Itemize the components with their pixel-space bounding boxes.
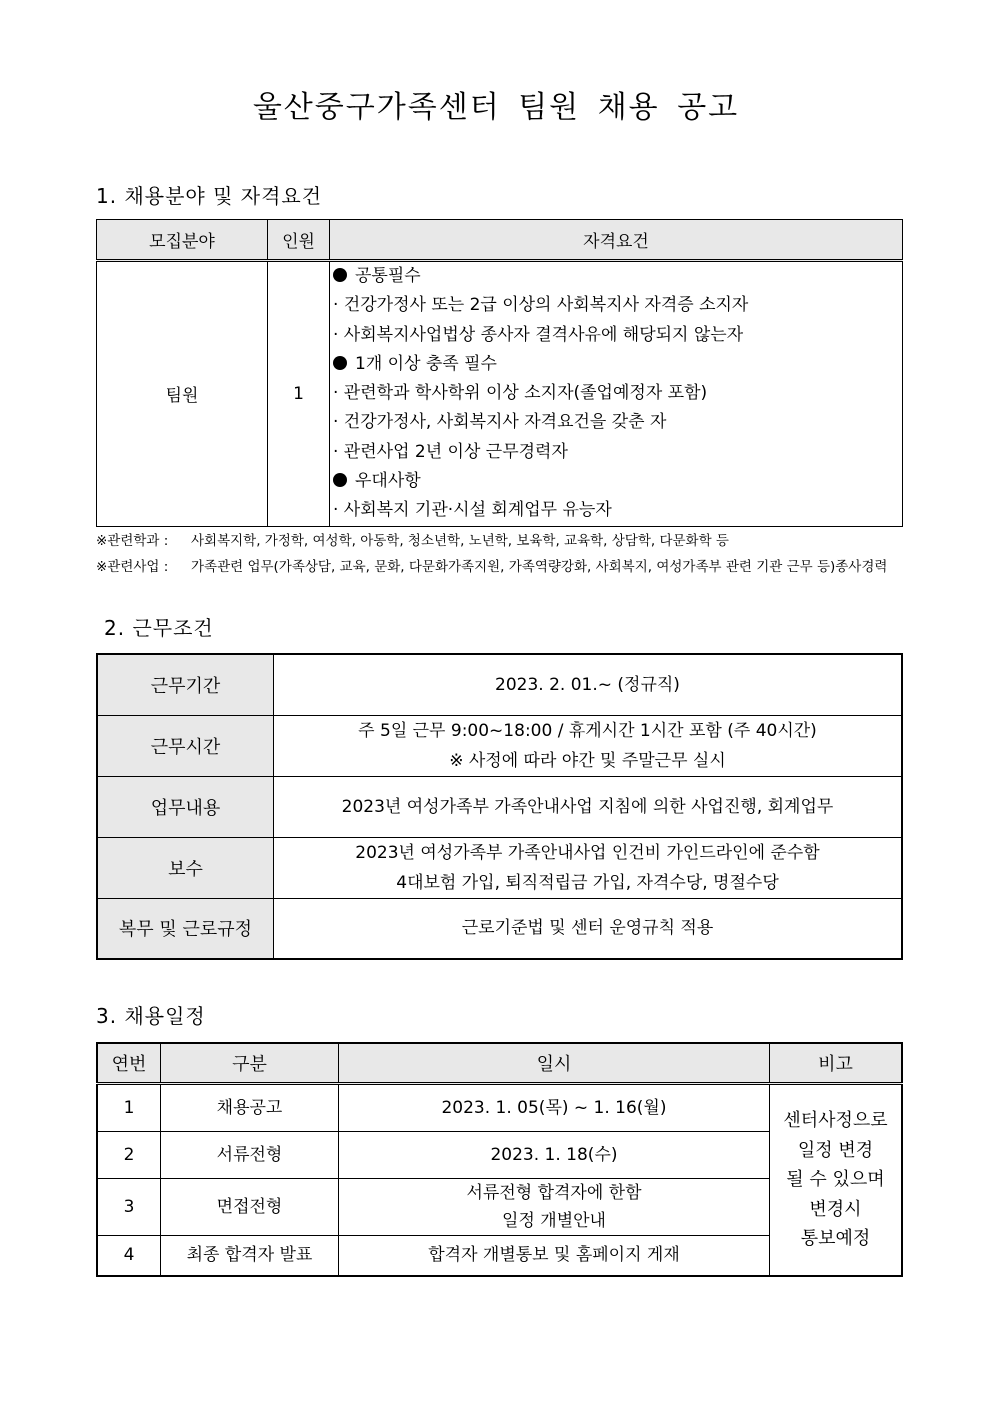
header-category: 구분 (161, 1043, 339, 1084)
qualification-item (330, 379, 902, 408)
condition-row (97, 898, 902, 959)
schedule-no: 4 (97, 1236, 161, 1276)
condition-line: 주 5일 근무 9:00~18:00 / 휴게시간 1시간 포함 (주 40시간) (358, 720, 817, 741)
condition-label: 보수 (97, 837, 274, 898)
condition-line: 2023년 여성가족부 가족안내사업 인건비 가인드라인에 준수함 (355, 842, 820, 863)
header-no: 연번 (97, 1043, 161, 1084)
qualification-text: · 관련사업 2년 이상 근무경력자 (333, 441, 568, 462)
schedule-date-line: 2023. 1. 18(수) (490, 1145, 618, 1165)
condition-value (274, 654, 903, 715)
remark-line: 변경시 (809, 1198, 862, 1220)
qualification-table (96, 219, 903, 527)
header-date: 일시 (339, 1043, 770, 1084)
remark-line: 일정 변경 (797, 1139, 874, 1161)
condition-row (97, 715, 902, 776)
note-row (96, 554, 906, 580)
header-remark: 비고 (770, 1043, 903, 1084)
note-value: 사회복지학, 가정학, 여성학, 아동학, 청소년학, 노년학, 보육학, 교육학, 상담학, 다문화학 등 (191, 533, 729, 549)
header-count: 인원 (268, 220, 330, 261)
page-title: 울산중구가족센터 팀원 채용 공고 (252, 90, 740, 125)
condition-line: 2023. 2. 01.~ (정규직) (495, 674, 680, 695)
schedule-date-line: 일정 개별안내 (502, 1211, 606, 1231)
condition-value (274, 898, 903, 959)
section2-heading: 2. 근무조건 (104, 616, 214, 640)
note-key: ※관련학과 : (96, 533, 169, 549)
notes (96, 528, 906, 580)
qualification-item (330, 496, 902, 525)
condition-value (274, 776, 903, 837)
bullet-circle-icon (333, 473, 347, 487)
section3-heading: 3. 채용일정 (96, 1004, 206, 1028)
condition-line: 2023년 여성가족부 가족안내사업 지침에 의한 사업진행, 회계업무 (341, 796, 834, 817)
schedule-no: 1 (97, 1084, 161, 1132)
schedule-category: 최종 합격자 발표 (161, 1236, 339, 1276)
condition-row (97, 654, 902, 715)
remark-line: 센터사정으로 (783, 1110, 888, 1131)
qualification-text: · 건강가정사 또는 2급 이상의 사회복지사 자격증 소지자 (333, 295, 749, 316)
header-field: 모집분야 (97, 220, 268, 261)
schedule-date (339, 1084, 770, 1132)
qualification-text: 공통필수 (355, 266, 421, 286)
schedule-date-line: 서류전형 합격자에 한함 (466, 1183, 642, 1203)
schedule-date-line: 합격자 개별통보 및 홈페이지 게재 (428, 1245, 680, 1266)
bullet-circle-icon (333, 356, 347, 370)
condition-row (97, 776, 902, 837)
remark-line: 될 수 있으며 (786, 1169, 885, 1190)
header-qualification: 자격요건 (330, 220, 903, 261)
qualification-list (330, 262, 902, 526)
condition-label: 업무내용 (97, 776, 274, 837)
schedule-no: 3 (97, 1179, 161, 1236)
schedule-date-line: 2023. 1. 05(목) ~ 1. 16(월) (441, 1098, 667, 1118)
qualification-item (330, 408, 902, 437)
condition-line: ※ 사정에 따라 야간 및 주말근무 실시 (449, 750, 726, 771)
qualification-text: · 건강가정사, 사회복지사 자격요건을 갖춘 자 (333, 412, 667, 433)
field-cell: 팀원 (97, 261, 268, 527)
work-conditions-table (96, 653, 903, 960)
remark-line: 통보예정 (800, 1228, 871, 1249)
qualification-heading (330, 467, 902, 496)
schedule-category: 채용공고 (161, 1084, 339, 1132)
condition-value (274, 715, 903, 776)
schedule-date (339, 1236, 770, 1276)
condition-line: 근로기준법 및 센터 운영규칙 적용 (461, 918, 714, 939)
schedule-row (97, 1084, 902, 1132)
qualification-text: 1개 이상 충족 필수 (355, 353, 497, 374)
count-cell: 1 (268, 261, 330, 527)
condition-label: 근무시간 (97, 715, 274, 776)
qualification-text: · 사회복지사업법상 종사자 결격사유에 해당되지 않는자 (333, 324, 744, 345)
qualification-item (330, 321, 902, 350)
schedule-date (339, 1179, 770, 1236)
bullet-circle-icon (333, 268, 347, 282)
condition-label: 복무 및 근로규정 (97, 898, 274, 959)
schedule-remark (770, 1084, 903, 1276)
condition-line: 4대보험 가입, 퇴직적립금 가입, 자격수당, 명절수당 (396, 872, 779, 893)
schedule-table (96, 1042, 903, 1277)
condition-label: 근무기간 (97, 654, 274, 715)
note-row (96, 528, 906, 554)
qualification-item (330, 291, 902, 320)
qualification-heading (330, 262, 902, 291)
qualification-text: · 관련학과 학사학위 이상 소지자(졸업예정자 포함) (333, 383, 708, 404)
qualification-item (330, 438, 902, 467)
condition-row (97, 837, 902, 898)
section1-heading: 1. 채용분야 및 자격요건 (96, 184, 323, 208)
schedule-date (339, 1132, 770, 1179)
qualification-heading (330, 350, 902, 379)
qualification-text: 우대사항 (355, 471, 421, 492)
schedule-category: 면접전형 (161, 1179, 339, 1236)
schedule-no: 2 (97, 1132, 161, 1179)
schedule-category: 서류전형 (161, 1132, 339, 1179)
note-value: 가족관련 업무(가족상담, 교육, 문화, 다문화가족지원, 가족역량강화, 사회복지, 여성가족부 관련 기관 근무 등)종사경력 (191, 559, 888, 575)
note-key: ※관련사업 : (96, 559, 169, 575)
condition-value (274, 837, 903, 898)
qualification-text: · 사회복지 기관·시설 회계업무 유능자 (333, 500, 612, 521)
qualification-cell (330, 261, 903, 527)
